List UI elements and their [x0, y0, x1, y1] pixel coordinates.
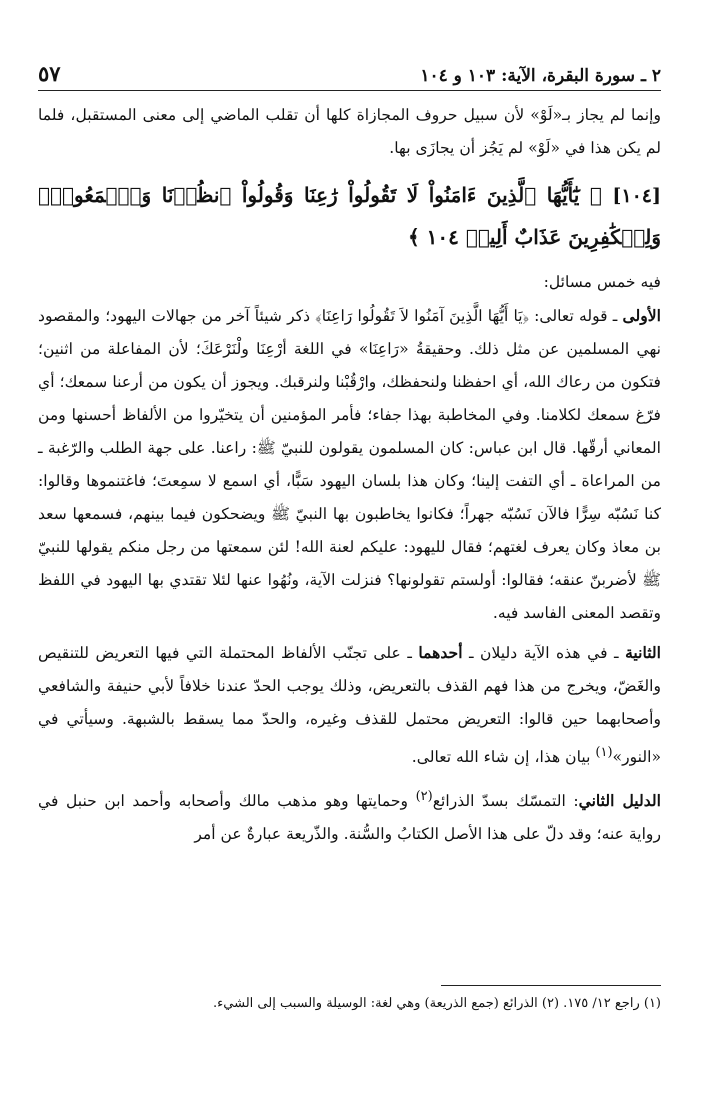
verse-number: [١٠٤]: [612, 185, 662, 207]
intro-line-2: المستقبل، فلما لم يكن هذا في «لَوْ» لم يَجُز أن يجازَى بها.: [38, 106, 661, 157]
second-proof-text-b: وحمايتها وهو مذهب مالك وأصحابه وأحمد ابن حنبل في رواية عنه؛ وقد دلّ على هذا الأصل الكتابُ والسُّنة. والذّريعة عبارةٌ عن أمر: [38, 792, 661, 844]
first-proof-label: أحدهما: [418, 643, 463, 662]
issue-second-text: ـ على تجنّب الألفاظ المحتملة التي فيها التعريض للتنقيص والغَضّ، ويخرج من هذا فهم القذف بالتعريض، وذلك يوجب الحدّ عندنا خلافاً لأبي حنيفة والشافعي وأصحابهما حين قالوا: التعريض محتمل للقذف وغيره، والحدّ مما يسقط بالشبهة. وسيأتي في «النور»: [38, 644, 661, 767]
footnote-divider: [441, 985, 661, 986]
issue-second-text-end: بيان هذا، إن شاء الله تعالى.: [411, 748, 596, 767]
page-number: ٥٧: [38, 61, 61, 86]
second-proof-label: الدليل الثاني: [578, 791, 661, 811]
footnote-mark-2: (٢): [415, 789, 433, 805]
second-proof: [38, 780, 661, 851]
issue-first: [38, 299, 661, 630]
verse-text: ﴿ يَٰٓأَيُّهَا ٱلَّذِينَ ءَامَنُواْ لَا تَقُولُواْ رَٰعِنَا وَقُولُواْ ٱنظُرۡنَا وَٱسۡمَعُواْۗ وَلِلۡكَٰفِرِينَ عَذَابٌ أَلِيمٞ ١٠٤ ﴾: [38, 183, 661, 249]
header-title: ٢ ـ سورة البقرة، الآية: ١٠٣ و ١٠٤: [420, 66, 661, 86]
intro-paragraph: [38, 99, 661, 165]
running-header: [38, 52, 661, 91]
quran-verse: [38, 175, 661, 258]
issue-second-dash: ـ في هذه الآية دليلان ـ: [462, 644, 626, 662]
issue-first-label: الأولى: [622, 306, 661, 325]
issue-first-text: ـ قوله تعالى: ﴿يَا أَيُّهَا الَّذِينَ آمَنُوا لاَ تَقُولُوا رَاعِنَا﴾ ذكر شيئاً آخر من جهالات اليهود؛ والمقصود نهي المسلمين عن مثل ذلك. وحقيقةُ «رَاعِنَا» في اللغة أرْعِنَا ولْنَرْعَكَ؛ لأن المفاعلة من اثنين؛ فتكون من رعاك الله، أي احفظنا ولنحفظك، وارْقُبْنا ولنرقبك. ويجوز أن يكون من أرعنا سمعك؛ أي فرّغ سمعك لكلامنا. وفي المخاطبة بهذا جفاء؛ فأمر المؤمنين أن يتخيّروا من الألفاظ أحسنها ومن المعاني أرقّها. قال ابن عباس: كان المسلمون يقولون للنبيّ ﷺ: راعنا. على جهة الطلب والرّغبة ـ من المراعاة ـ أي التفت إلينا؛ وكان هذا بلسان اليهود سَبًّا، أي اسمع لا سمِعتَ؛ فاغتنموها وقالوا: كنا نَسُبّه سِرًّا فالآن نَسُبّه جهراً؛ فكانوا يخاطبون بها النبيّ ﷺ ويضحكون فيما بينهم، فسمعها سعد بن معاذ وكان يعرف لغتهم؛ فقال لليهود: عليكم لعنة الله! لئن سمعتها من رجل منكم يقولها للنبيّ ﷺ لأضربنّ عنقه؛ فقالوا: أولستم تقولونها؟ فنزلت الآية، ونُهُوا عنها لئلا تقتدي بها اليهود في اللفظ وتقصد المعنى الفاسد فيه.: [38, 307, 661, 622]
issue-second-label: الثانية: [625, 643, 662, 662]
second-proof-text-a: : التمسّك بسدّ الذرائع: [432, 792, 579, 811]
intro-line-1: وإنما لم يجاز بـ«لَوْ» لأن سبيل حروف المجازاة كلها أن تقلب الماضي إلى معنى: [142, 106, 661, 124]
issues-intro: فيه خمس مسائل:: [543, 273, 661, 291]
issue-second: [38, 636, 661, 774]
footnote-mark-1: (١): [595, 745, 613, 760]
footnotes: (١) راجع ١٢/ ١٧٥. (٢) الذرائع (جمع الذريعة) وهي لغة: الوسيلة والسبب إلى الشيء.: [213, 996, 661, 1011]
